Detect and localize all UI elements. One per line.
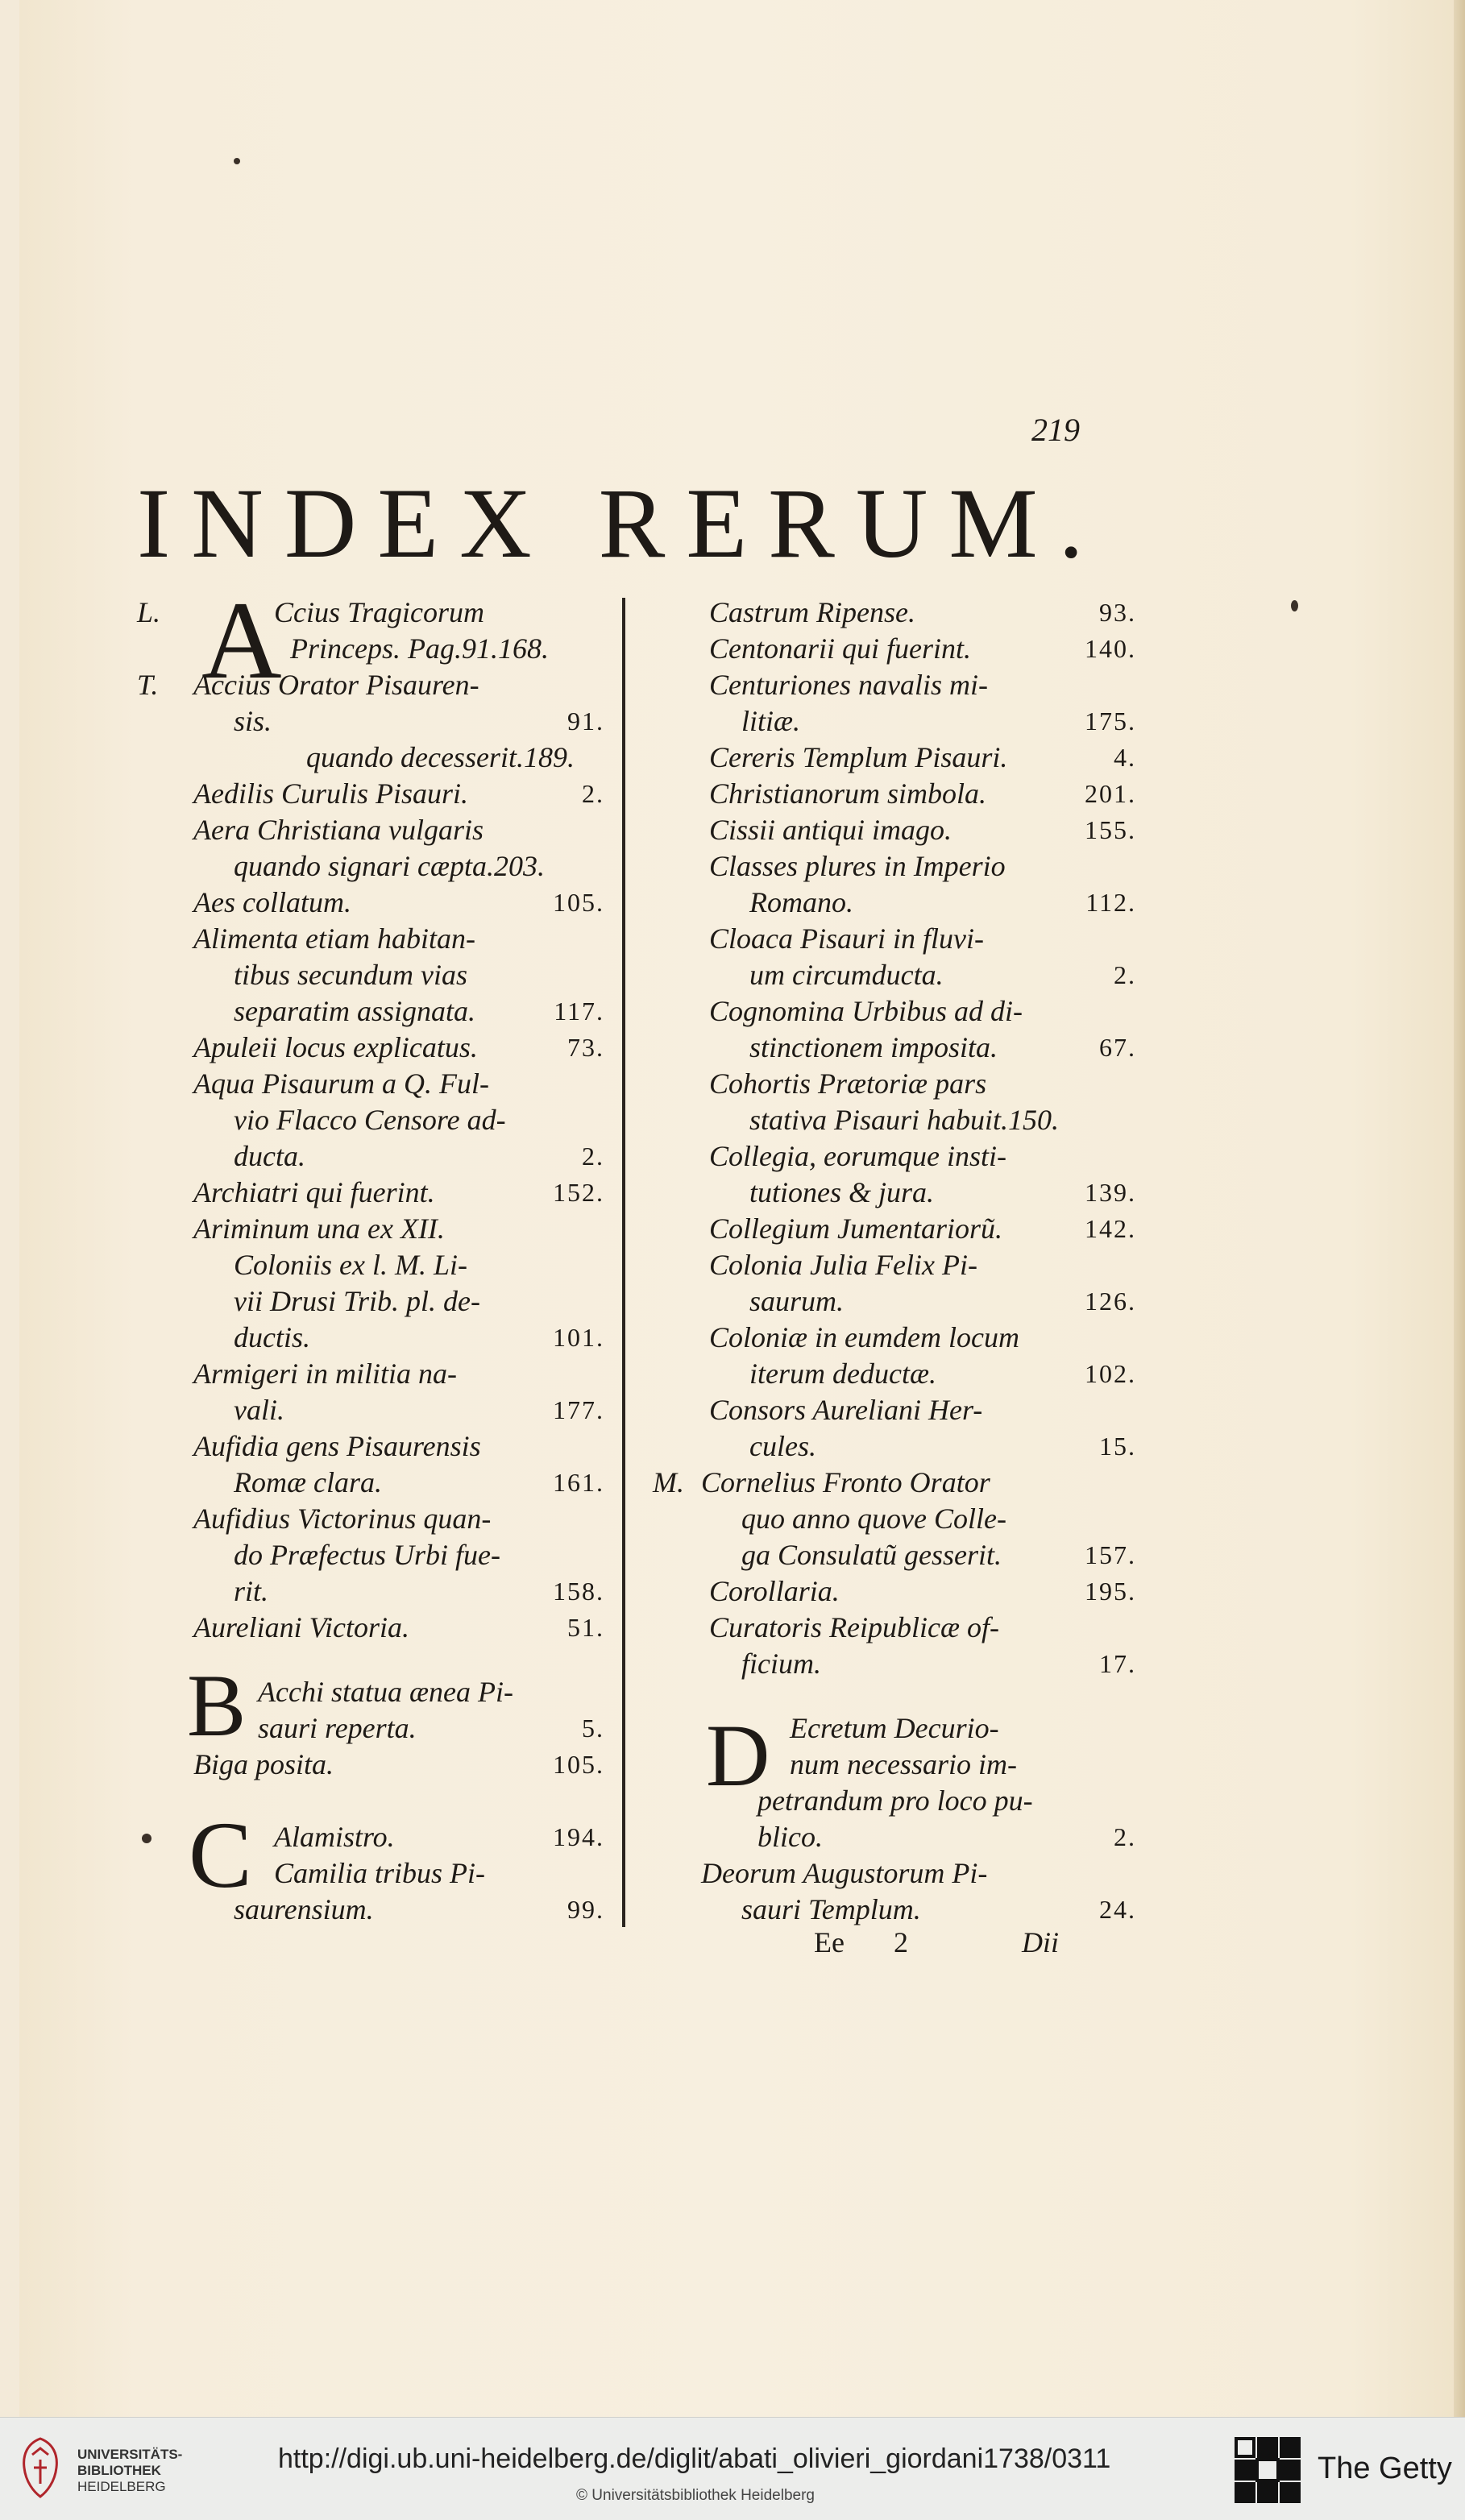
index-entry-row — [653, 776, 1136, 812]
entry-text: ducta. — [234, 1140, 305, 1172]
index-entry-row — [653, 1102, 1136, 1138]
entry-page-ref: 17. — [1099, 1649, 1136, 1678]
entry-page-ref: 105. — [553, 888, 604, 917]
entry-page-ref: 2. — [582, 779, 604, 808]
index-entry-row — [137, 1102, 604, 1138]
ink-speck — [1291, 600, 1298, 611]
dropcap-c: C — [189, 1802, 252, 1908]
entry-text: sauri Templum. — [741, 1893, 921, 1925]
entry-text: Consors Aureliani Her- — [709, 1394, 983, 1426]
entry-page-ref: 2. — [1114, 1822, 1136, 1851]
entry-text: ga Consulatũ gesserit. — [741, 1539, 1002, 1571]
index-entry-row — [653, 1465, 1136, 1501]
signature-mark: Ee — [814, 1926, 845, 1958]
entry-text: saurum. — [749, 1285, 845, 1317]
catchword-line — [814, 1925, 1101, 1959]
index-entry-row — [653, 667, 1136, 703]
entry-text: Ecretum Decurio- — [790, 1712, 999, 1744]
index-entry-row — [137, 1501, 604, 1537]
index-entry-row — [137, 812, 604, 848]
entry-text: Collegia, eorumque insti- — [709, 1140, 1006, 1172]
column-divider — [622, 598, 625, 1927]
index-entry-row — [653, 1819, 1136, 1855]
index-entry-row — [653, 1138, 1136, 1175]
index-entry-row — [653, 1892, 1136, 1928]
entry-text: iterum deductæ. — [749, 1357, 936, 1390]
entry-text: Apuleii locus explicatus. — [193, 1031, 478, 1063]
entry-page-ref: 161. — [553, 1468, 604, 1497]
entry-page-ref: 91. — [567, 707, 604, 736]
index-entry-row — [137, 1465, 604, 1501]
entry-text: Aedilis Curulis Pisauri. — [193, 777, 469, 810]
entry-page-ref: 126. — [1085, 1287, 1136, 1316]
index-entry-row — [653, 1175, 1136, 1211]
entry-page-ref: 139. — [1085, 1178, 1136, 1207]
entry-text: Classes plures in Imperio — [709, 850, 1006, 882]
entry-text: Cissii antiqui imago. — [709, 814, 952, 846]
dropcap-d: D — [706, 1706, 770, 1805]
index-entry-row — [137, 848, 604, 885]
permalink[interactable]: http://digi.ub.uni-heidelberg.de/diglit/abati_olivieri_giordani1738/0311 — [278, 2443, 1111, 2474]
entry-text: vii Drusi Trib. pl. de- — [234, 1285, 481, 1317]
entry-text: Corollaria. — [709, 1575, 840, 1607]
index-entry-row — [137, 1320, 604, 1356]
ink-speck — [142, 1834, 151, 1843]
entry-text: vali. — [234, 1394, 284, 1426]
index-entry-row — [137, 1537, 604, 1573]
entry-text: Aes collatum. — [193, 886, 351, 918]
index-entry-row — [653, 993, 1136, 1030]
index-entry-row — [653, 1320, 1136, 1356]
entry-text: Cornelius Fronto Orator — [701, 1466, 990, 1498]
entry-text: separatim assignata. — [234, 995, 476, 1027]
index-entry-row — [137, 993, 604, 1030]
index-entry-row — [137, 1610, 604, 1646]
entry-page-ref: 117. — [554, 997, 604, 1026]
entry-text: Armigeri in militia na- — [193, 1357, 457, 1390]
entry-marker: L. — [137, 596, 161, 628]
university-seal-icon — [16, 2435, 64, 2500]
entry-text: sis. — [234, 705, 272, 737]
index-entry-row — [653, 885, 1136, 921]
entry-text: Aufidius Victorinus quan- — [193, 1502, 492, 1535]
entry-text: quando signari cæpta.203. — [234, 850, 546, 882]
entry-text: quo anno quove Colle- — [741, 1502, 1006, 1535]
entry-marker: T. — [137, 669, 159, 701]
index-entry-row — [137, 957, 604, 993]
entry-page-ref: 140. — [1085, 634, 1136, 663]
dropcap-a: A — [201, 578, 282, 702]
page-title: INDEX RERUM. — [137, 468, 1105, 578]
library-name — [77, 2447, 182, 2495]
index-entry-row — [653, 957, 1136, 993]
entry-text: tibus secundum vias — [234, 959, 467, 991]
index-entry-row — [653, 1211, 1136, 1247]
index-entry-row — [137, 1392, 604, 1428]
index-entry-row — [653, 848, 1136, 885]
entry-page-ref: 2. — [1114, 960, 1136, 989]
entry-page-ref: 51. — [567, 1613, 604, 1642]
index-entry-row — [653, 1356, 1136, 1392]
entry-text: Aera Christiana vulgaris — [193, 814, 484, 846]
entry-page-ref: 157. — [1085, 1540, 1136, 1569]
entry-page-ref: 15. — [1099, 1432, 1136, 1461]
index-entry-row — [653, 812, 1136, 848]
index-entry-row — [137, 1247, 604, 1283]
entry-text: Christianorum simbola. — [709, 777, 987, 810]
entry-text: blico. — [757, 1821, 823, 1853]
entry-text: Alamistro. — [274, 1821, 395, 1853]
entry-page-ref: 112. — [1085, 888, 1136, 917]
entry-page-ref: 105. — [553, 1750, 604, 1779]
entry-text: Aureliani Victoria. — [193, 1611, 409, 1643]
index-entry-row — [137, 1030, 604, 1066]
page-edge — [1454, 0, 1465, 2417]
getty-logo-icon — [1233, 2435, 1302, 2505]
entry-text: litiæ. — [741, 705, 801, 737]
index-entry-row — [137, 885, 604, 921]
entry-page-ref: 177. — [553, 1395, 604, 1424]
library-name-line: HEIDELBERG — [77, 2479, 166, 2494]
entry-text: Camilia tribus Pi- — [274, 1857, 486, 1889]
entry-text: Archiatri qui fuerint. — [193, 1176, 435, 1208]
entry-text: Cohortis Prætoriæ pars — [709, 1067, 987, 1100]
index-entry-row — [653, 1428, 1136, 1465]
index-entry-row — [653, 1030, 1136, 1066]
entry-page-ref: 24. — [1099, 1895, 1136, 1924]
index-entry-row — [137, 1356, 604, 1392]
entry-text: Alimenta etiam habitan- — [193, 922, 475, 955]
signature-number: 2 — [893, 1926, 908, 1958]
entry-text: Princeps. Pag.91.168. — [290, 632, 549, 665]
index-entry-row — [653, 1537, 1136, 1573]
entry-page-ref: 2. — [582, 1142, 604, 1171]
entry-text: Accius Orator Pisauren- — [193, 669, 479, 701]
entry-text: Aufidia gens Pisaurensis — [193, 1430, 481, 1462]
catchword: Dii — [1021, 1926, 1059, 1958]
viewer-footer — [0, 2417, 1465, 2520]
entry-page-ref: 175. — [1085, 707, 1136, 736]
entry-text: Deorum Augustorum Pi- — [701, 1857, 988, 1889]
index-entry-row — [653, 1610, 1136, 1646]
entry-text: Coloniæ in eumdem locum — [709, 1321, 1019, 1353]
entry-page-ref: 142. — [1085, 1214, 1136, 1243]
index-entry-row — [137, 1175, 604, 1211]
entry-text: rit. — [234, 1575, 269, 1607]
entry-text: Cloaca Pisauri in fluvi- — [709, 922, 984, 955]
index-entry-row — [653, 1283, 1136, 1320]
entry-text: cules. — [749, 1430, 816, 1462]
entry-text: Ariminum una ex XII. — [193, 1212, 445, 1245]
entry-text: Cereris Templum Pisauri. — [709, 741, 1008, 773]
entry-text: saurensium. — [234, 1893, 374, 1925]
entry-text: petrandum pro loco pu- — [757, 1784, 1033, 1817]
index-entry-row — [653, 1501, 1136, 1537]
entry-text: ductis. — [234, 1321, 310, 1353]
partner-name: The Getty — [1318, 2452, 1452, 2485]
entry-text: tutiones & jura. — [749, 1176, 935, 1208]
index-entry-row — [653, 1646, 1136, 1682]
entry-text: stinctionem imposita. — [749, 1031, 998, 1063]
entry-text: do Præfectus Urbi fue- — [234, 1539, 500, 1571]
index-entry-row — [137, 776, 604, 812]
index-entry-row — [137, 1283, 604, 1320]
entry-text: quando decesserit.189. — [306, 741, 575, 773]
index-entry-row — [653, 1247, 1136, 1283]
entry-page-ref: 4. — [1114, 743, 1136, 772]
index-entry-row — [653, 703, 1136, 740]
entry-text: Cognomina Urbibus ad di- — [709, 995, 1023, 1027]
index-entry-row — [137, 1066, 604, 1102]
index-entry-row — [137, 740, 604, 776]
entry-page-ref: 99. — [567, 1895, 604, 1924]
entry-page-ref: 101. — [553, 1323, 604, 1352]
entry-page-ref: 155. — [1085, 815, 1136, 844]
entry-text: Coloniis ex l. M. Li- — [234, 1249, 467, 1281]
entry-text: sauri reperta. — [258, 1712, 417, 1744]
index-entry-row — [137, 921, 604, 957]
dropcap-b: B — [187, 1656, 247, 1755]
entry-page-ref: 73. — [567, 1033, 604, 1062]
index-entry-row — [653, 921, 1136, 957]
library-name-line: UNIVERSITÄTS- — [77, 2447, 183, 2462]
index-entry-row — [137, 1211, 604, 1247]
entry-page-ref: 102. — [1085, 1359, 1136, 1388]
library-name-line: BIBLIOTHEK — [77, 2463, 161, 2478]
entry-text: ficium. — [741, 1648, 821, 1680]
entry-page-ref: 195. — [1085, 1577, 1136, 1606]
index-entry-row — [653, 1392, 1136, 1428]
index-entry-row — [137, 1573, 604, 1610]
entry-text: Colonia Julia Felix Pi- — [709, 1249, 977, 1281]
index-entry-row — [137, 1428, 604, 1465]
entry-text: num necessario im- — [790, 1748, 1017, 1780]
index-entry-row — [653, 1855, 1136, 1892]
entry-text: Romæ clara. — [234, 1466, 382, 1498]
entry-page-ref: 67. — [1099, 1033, 1136, 1062]
entry-text: um circumducta. — [749, 959, 944, 991]
entry-marker: M. — [653, 1466, 684, 1498]
entry-page-ref: 93. — [1099, 598, 1136, 627]
entry-text: Curatoris Reipublicæ of- — [709, 1611, 999, 1643]
copyright-notice: © Universitätsbibliothek Heidelberg — [576, 2487, 815, 2504]
index-entry-row — [653, 740, 1136, 776]
entry-text: Acchi statua ænea Pi- — [258, 1676, 513, 1708]
page-number: 219 — [1031, 412, 1080, 448]
entry-page-ref: 194. — [553, 1822, 604, 1851]
entry-text: Romano. — [749, 886, 853, 918]
entry-text: Centuriones navalis mi- — [709, 669, 988, 701]
index-entry-row — [137, 703, 604, 740]
ink-speck — [234, 158, 240, 164]
entry-text: stativa Pisauri habuit.150. — [749, 1104, 1060, 1136]
index-entry-row — [653, 1573, 1136, 1610]
entry-page-ref: 201. — [1085, 779, 1136, 808]
entry-text: Castrum Ripense. — [709, 596, 915, 628]
entry-text: Biga posita. — [193, 1748, 334, 1780]
index-entry-row — [653, 631, 1136, 667]
entry-text: Aqua Pisaurum a Q. Ful- — [193, 1067, 489, 1100]
index-entry-row — [137, 1138, 604, 1175]
entry-page-ref: 5. — [582, 1714, 604, 1743]
index-entry-row — [653, 595, 1136, 631]
entry-text: vio Flacco Censore ad- — [234, 1104, 506, 1136]
entry-text: Collegium Jumentariorũ. — [709, 1212, 1002, 1245]
entry-page-ref: 158. — [553, 1577, 604, 1606]
entry-text: Centonarii qui fuerint. — [709, 632, 972, 665]
entry-page-ref: 152. — [553, 1178, 604, 1207]
index-entry-row — [653, 1066, 1136, 1102]
entry-text: Ccius Tragicorum — [274, 596, 485, 628]
